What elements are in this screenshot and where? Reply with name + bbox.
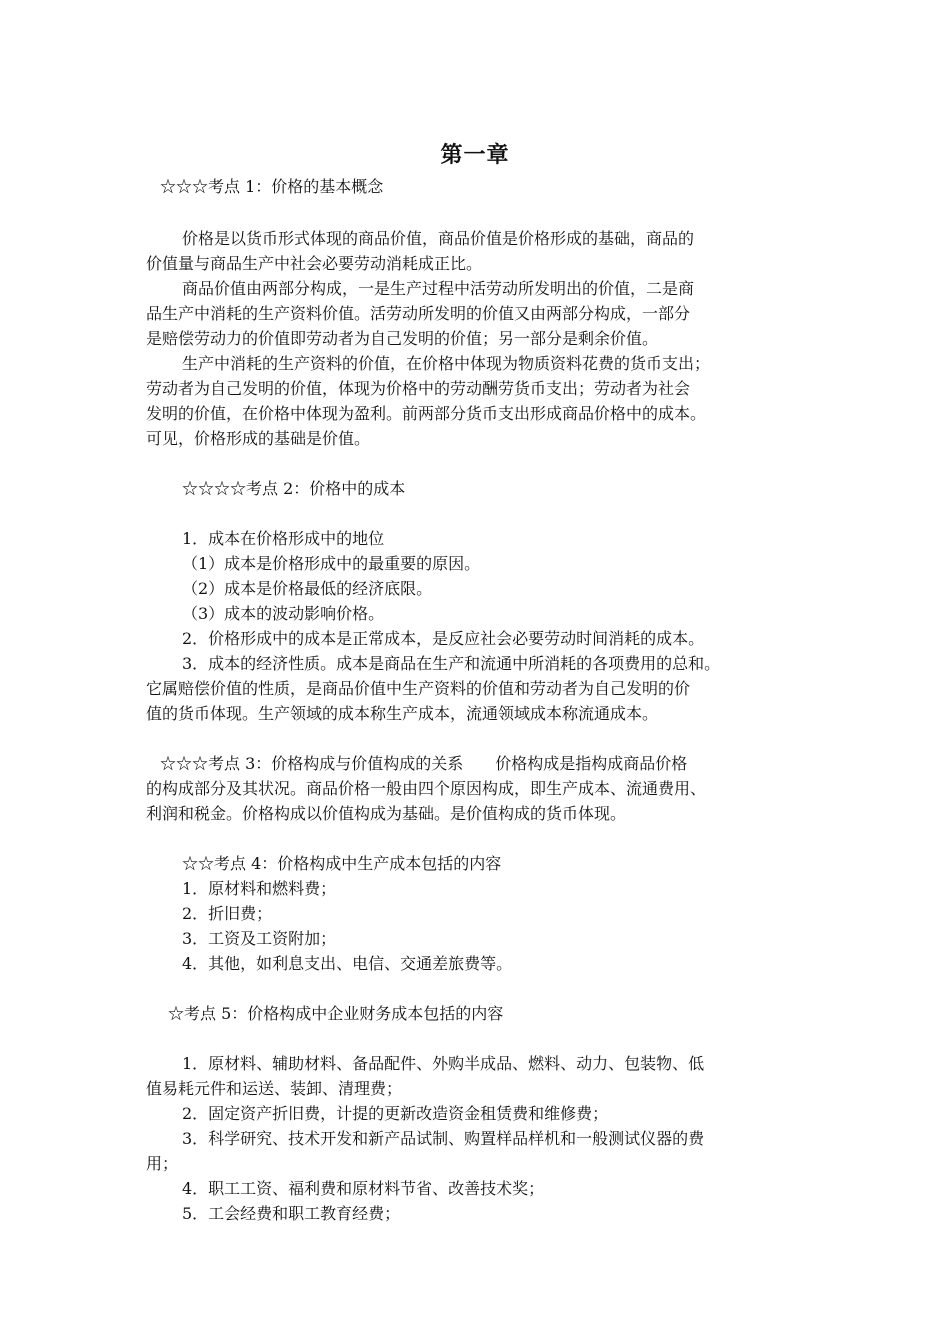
list-item: 1．原材料、辅助材料、备品配件、外购半成品、燃料、动力、包装物、低 (182, 1054, 705, 1073)
heading-kaodian-5: ☆考点 5：价格构成中企业财务成本包括的内容 (168, 1004, 504, 1023)
paragraph-line: 它属赔偿价值的性质，是商品价值中生产资料的价值和劳动者为自己发明的价 (146, 679, 691, 698)
list-item: 2．价格形成中的成本是正常成本，是反应社会必要劳动时间消耗的成本。 (182, 629, 705, 648)
paragraph-line: 可见，价格形成的基础是价值。 (146, 429, 371, 448)
paragraph-line: 值易耗元件和运送、装卸、清理费； (146, 1079, 403, 1098)
list-item: 3．工资及工资附加； (182, 929, 337, 948)
heading-kaodian-3: ☆☆☆考点 3：价格构成与价值构成的关系 价格构成是指构成商品价格 (160, 754, 688, 773)
paragraph-line: 的构成部分及其状况。商品价格一般由四个原因构成，即生产成本、流通费用、 (146, 779, 707, 798)
list-item: 1．成本在价格形成中的地位 (182, 529, 385, 548)
paragraph-line: 利润和税金。价格构成以价值构成为基础。是价值构成的货币体现。 (146, 804, 627, 823)
heading-kaodian-2: ☆☆☆☆考点 2：价格中的成本 (182, 479, 406, 498)
list-item: 1．原材料和燃料费； (182, 879, 337, 898)
list-item: 3．成本的经济性质。成本是商品在生产和流通中所消耗的各项费用的总和。 (182, 654, 721, 673)
list-item: 4．其他，如利息支出、电信、交通差旅费等。 (182, 954, 513, 973)
list-item: （1）成本是价格形成中的最重要的原因。 (182, 554, 481, 573)
paragraph-line: 用； (146, 1154, 179, 1173)
paragraph-line: 是赔偿劳动力的价值即劳动者为自己发明的价值；另一部分是剩余价值。 (146, 329, 659, 348)
heading-kaodian-4: ☆☆考点 4：价格构成中生产成本包括的内容 (182, 854, 502, 873)
paragraph-line: 劳动者为自己发明的价值，体现为价格中的劳动酬劳货币支出；劳动者为社会 (146, 379, 691, 398)
list-item: 4．职工工资、福利费和原材料节省、改善技术奖； (182, 1179, 545, 1198)
list-item: 2．折旧费； (182, 904, 273, 923)
paragraph-line: 价值量与商品生产中社会必要劳动消耗成正比。 (146, 254, 483, 273)
list-item: 3．科学研究、技术开发和新产品试制、购置样品样机和一般测试仪器的费 (182, 1129, 705, 1148)
paragraph-line: 价格是以货币形式体现的商品价值，商品价值是价格形成的基础，商品的 (182, 229, 695, 248)
paragraph-line: 生产中消耗的生产资料的价值，在价格中体现为物质资料花费的货币支出； (182, 354, 711, 373)
list-item: （2）成本是价格最低的经济底限。 (182, 579, 433, 598)
paragraph-line: 值的货币体现。生产领域的成本称生产成本，流通领域成本称流通成本。 (146, 704, 659, 723)
list-item: 2．固定资产折旧费，计提的更新改造资金租赁费和维修费； (182, 1104, 609, 1123)
paragraph-line: 品生产中消耗的生产资料价值。活劳动所发明的价值又由两部分构成，一部分 (146, 304, 691, 323)
heading-kaodian-1: ☆☆☆考点 1：价格的基本概念 (160, 177, 384, 196)
list-item: （3）成本的波动影响价格。 (182, 604, 385, 623)
list-item: 5．工会经费和职工教育经费； (182, 1204, 401, 1223)
paragraph-line: 商品价值由两部分构成，一是生产过程中活劳动所发明出的价值，二是商 (182, 279, 695, 298)
chapter-title: 第一章 (440, 142, 510, 168)
paragraph-line: 发明的价值，在价格中体现为盈利。前两部分货币支出形成商品价格中的成本。 (146, 404, 707, 423)
